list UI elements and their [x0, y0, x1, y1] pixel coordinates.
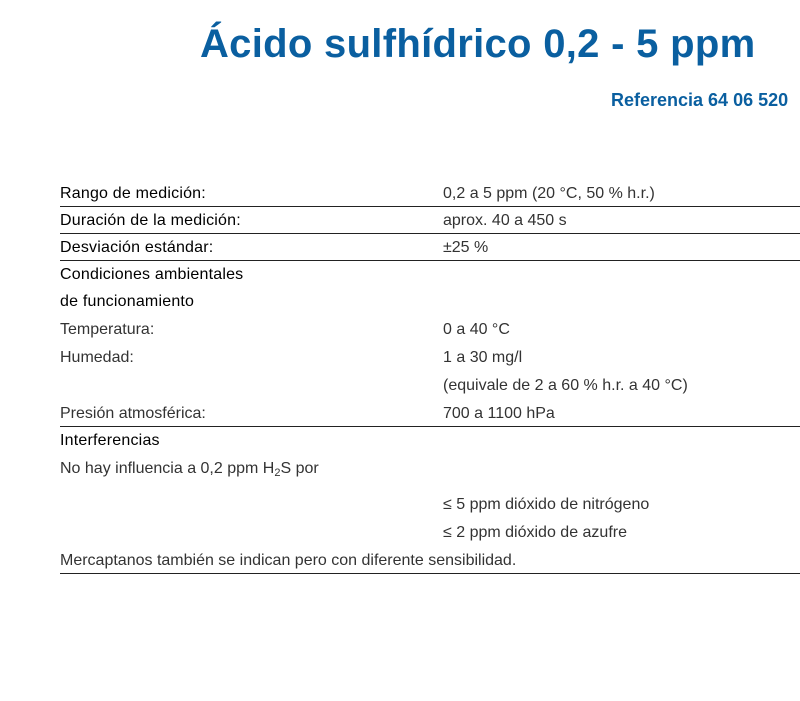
spec-row-temperature — [60, 316, 800, 344]
spec-row-conditions-2 — [60, 288, 800, 316]
spec-row-influence — [60, 455, 800, 483]
temperature-label: Temperatura: — [60, 321, 155, 338]
duration-label: Duración de la medición: — [60, 212, 241, 229]
spec-row-mercaptans — [60, 547, 800, 574]
humidity-label: Humedad: — [60, 349, 134, 366]
spec-table — [60, 180, 800, 574]
page-title: Ácido sulfhídrico 0,2 - 5 ppm — [200, 22, 756, 66]
pressure-value: 700 a 1100 hPa — [443, 405, 555, 422]
spec-row-influence-1 — [60, 491, 800, 519]
spec-row-pressure — [60, 400, 800, 427]
influence-item-no2: ≤ 5 ppm dióxido de nitrógeno — [443, 496, 650, 513]
influence-item-so2: ≤ 2 ppm dióxido de azufre — [443, 524, 627, 541]
temperature-value: 0 a 40 °C — [443, 321, 510, 338]
deviation-label: Desviación estándar: — [60, 239, 214, 256]
spec-row-conditions-1 — [60, 261, 800, 288]
spec-row-influence-2 — [60, 519, 800, 547]
reference-number: Referencia 64 06 520 — [611, 90, 789, 110]
spec-row-duration — [60, 207, 800, 234]
duration-value: aprox. 40 a 450 s — [443, 212, 567, 229]
pressure-label: Presión atmosférica: — [60, 405, 206, 422]
influence-subscript: 2 — [274, 467, 281, 479]
mercaptans-note: Mercaptanos también se indican pero con diferente sensibilidad. — [60, 552, 517, 569]
spec-row-range — [60, 180, 800, 207]
spec-row-humidity-note — [60, 372, 800, 400]
range-label: Rango de medición: — [60, 185, 206, 202]
range-value: 0,2 a 5 ppm (20 °C, 50 % h.r.) — [443, 185, 655, 202]
conditions-label: Condiciones ambientales — [60, 266, 244, 283]
deviation-value: ±25 % — [443, 239, 489, 256]
influence-text — [60, 455, 319, 483]
interference-label: Interferencias — [60, 432, 160, 449]
humidity-note: (equivale de 2 a 60 % h.r. a 40 °C) — [443, 377, 688, 394]
spec-row-deviation — [60, 234, 800, 261]
spec-row-humidity — [60, 344, 800, 372]
spec-row-interferences — [60, 427, 800, 455]
conditions-label-cont: de funcionamiento — [60, 293, 195, 310]
influence-prefix: No hay influencia a 0,2 ppm H — [60, 460, 275, 477]
influence-suffix: S por — [280, 460, 319, 477]
humidity-value: 1 a 30 mg/l — [443, 349, 523, 366]
